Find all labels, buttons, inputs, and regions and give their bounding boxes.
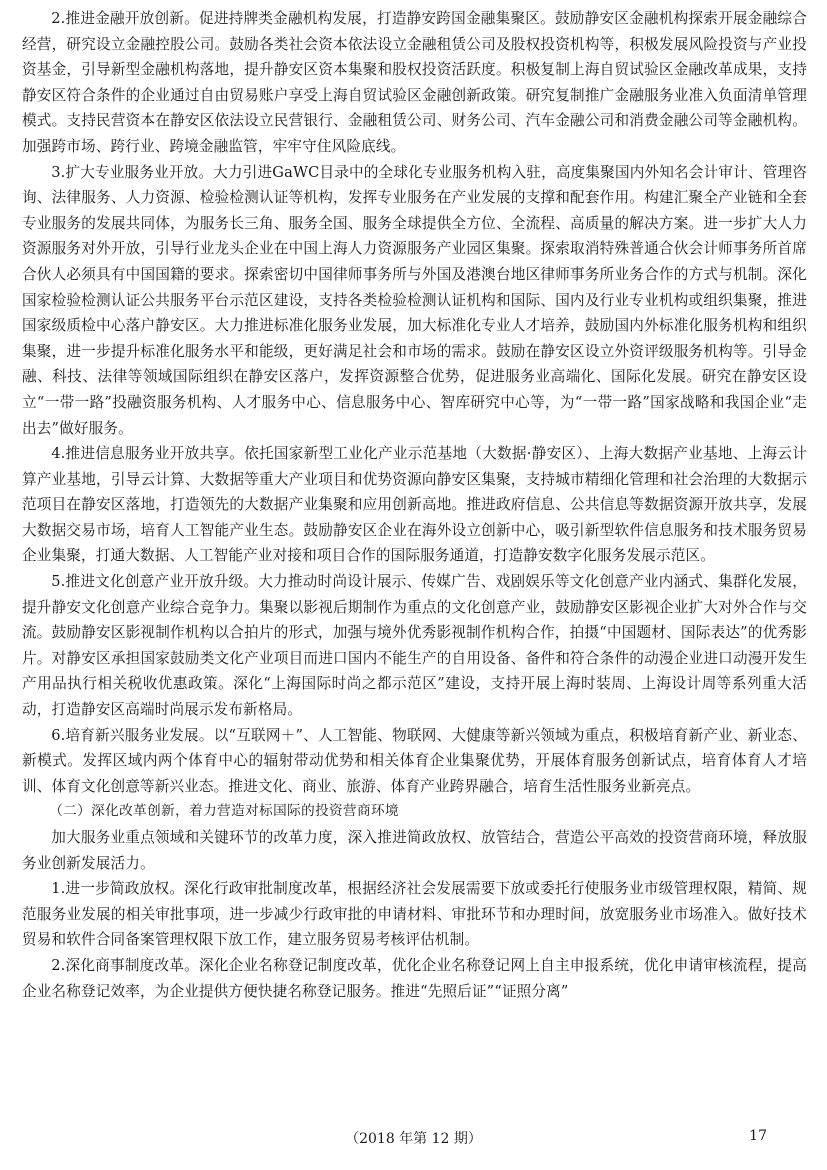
- paragraph-finance-opening: 2.推进金融开放创新。促进持牌类金融机构发展，打造静安跨国金融集聚区。鼓励静安区金融机构探索开展金融综合经营，研究设立金融控股公司。鼓励各类社会资本依法设立金融租赁公司及股权投资机构等，积极发展风险投资与产业投资基金，引导新型金融机构落地，提升静安区资本集聚和股权投资活跃度。积极复制上海自贸试验区金融改革成果，支持静安区符合条件的企业通过自由贸易账户享受上海自贸试验区金融创新政策。研究复制推广金融服务业准入负面清单管理模式。支持民营资本在静安区依法设立民营银行、金融租赁公司、财务公司、汽车金融公司和消费金融公司等金融机构。加强跨市场、跨行业、跨境金融监管，牢牢守住风险底线。: [22, 10, 807, 155]
- paragraph-cultural-creative: 5.推进文化创意产业开放升级。大力推动时尚设计展示、传媒广告、戏剧娱乐等文化创意产业内涵式、集群化发展，提升静安文化创意产业综合竞争力。集聚以影视后期制作为重点的文化创意产业，鼓励静安区影视企业扩大对外合作与交流。鼓励静安区影视制作机构以合拍片的形式，加强与境外优秀影视制作机构合作，拍摄“中国题材、国际表达”的优秀影片。对静安区承担国家鼓励类文化产业项目而进口国内不能生产的自用设备、备件和符合条件的动漫企业进口动漫开发生产用品执行相关税收优惠政策。深化“上海国际时尚之都示范区”建设，支持开展上海时装周、上海设计周等系列重大活动，打造静安区高端时尚展示发布新格局。: [22, 573, 807, 719]
- paragraph-information-services: 4.推进信息服务业开放共享。依托国家新型工业化产业示范基地（大数据·静安区）、上海大数据产业基地、上海云计算产业基地，引导云计算、大数据等重大产业项目和优势资源向静安区集聚，支持城市精细化管理和社会治理的大数据示范项目在静安区落地，打造领先的大数据产业集聚和应用创新高地。推进政府信息、公共信息等数据资源开放共享，发展大数据交易市场，培育人工智能产业生态。鼓励静安区企业在海外设立创新中心，吸引新型软件信息服务和技术服务贸易企业集聚，打通大数据、人工智能产业对接和项目合作的国际服务通道，打造静安数字化服务发展示范区。: [22, 445, 807, 565]
- paragraph-commercial-registration: 2.深化商事制度改革。深化企业名称登记制度改革，优化企业名称登记网上自主申报系统，优化申请审核流程，提高企业名称登记效率，为企业提供方便快捷名称登记服务。推进“先照后证”“证照分离”: [22, 956, 807, 1000]
- paragraph-reform-intro: 加大服务业重点领域和关键环节的改革力度，深入推进简政放权、放管结合，营造公平高效的投资营商环境，释放服务业创新发展活力。: [22, 829, 807, 872]
- paragraph-professional-services: 3.扩大专业服务业开放。大力引进GaWC目录中的全球化专业服务机构入驻，高度集聚国内外知名会计审计、管理咨询、法律服务、人力资源、检验检测认证等机构，发挥专业服务在产业发展的支撑和配套作用。构建汇聚全产业链和全套专业服务的发展共同体，为服务长三角、服务全国、服务全球提供全方位、全流程、高质量的解决方案。进一步扩大人力资源服务对外开放，引导行业龙头企业在中国上海人力资源服务产业园区集聚。探索取消特殊普通合伙会计师事务所首席合伙人必须具有中国国籍的要求。探索密切中国律师事务所与外国及港澳台地区律师事务所业务合作的方式与机制。深化国家检验检测认证公共服务平台示范区建设，支持各类检验检测认证机构和国际、国内及行业专业机构或组织集聚，推进国家级质检中心落户静安区。大力推进标准化服务业发展，加大标准化专业人才培养，鼓励国内外标准化服务机构和组织集聚，进一步提升标准化服务水平和能级，更好满足社会和市场的需求。鼓励在静安区设立外资评级服务机构等。引导金融、科技、法律等领域国际组织在静安区落户，发挥资源整合优势，促进服务业高端化、国际化发展。研究在静安区设立“一带一路”投融资服务机构、人才服务中心、信息服务中心、智库研究中心等，为“一带一路”国家战略和我国企业“走出去”做好服务。: [22, 163, 807, 437]
- paragraph-emerging-services: 6.培育新兴服务业发展。以“互联网＋”、人工智能、物联网、大健康等新兴领域为重点，积极培育新产业、新业态、新模式。发挥区域内两个体育中心的辐射带动优势和相关体育企业集聚优势，开展体育服务创新试点，培育体育人才培训、体育文化创意等新兴业态。推进文化、商业、旅游、体育产业跨界融合，培育生活性服务业新亮点。: [22, 726, 807, 795]
- section-heading: （二）深化改革创新，着力营造对标国际的投资营商环境: [49, 803, 400, 820]
- page-footer: [0, 1128, 827, 1152]
- paragraph-streamline-administration: 1.进一步简政放权。深化行政审批制度改革，根据经济社会发展需要下放或委托行使服务业市级管理权限，精简、规范服务业发展的相关审批事项，进一步减少行政审批的申请材料、审批环节和办理时间，放宽服务业市场准入。做好技术贸易和软件合同备案管理权限下放工作，建立服务贸易考核评估机制。: [22, 880, 807, 949]
- page-number: 17: [749, 1128, 767, 1144]
- body-text: [22, 6, 807, 1004]
- issue-label: （2018 年第 12 期）: [345, 1131, 482, 1147]
